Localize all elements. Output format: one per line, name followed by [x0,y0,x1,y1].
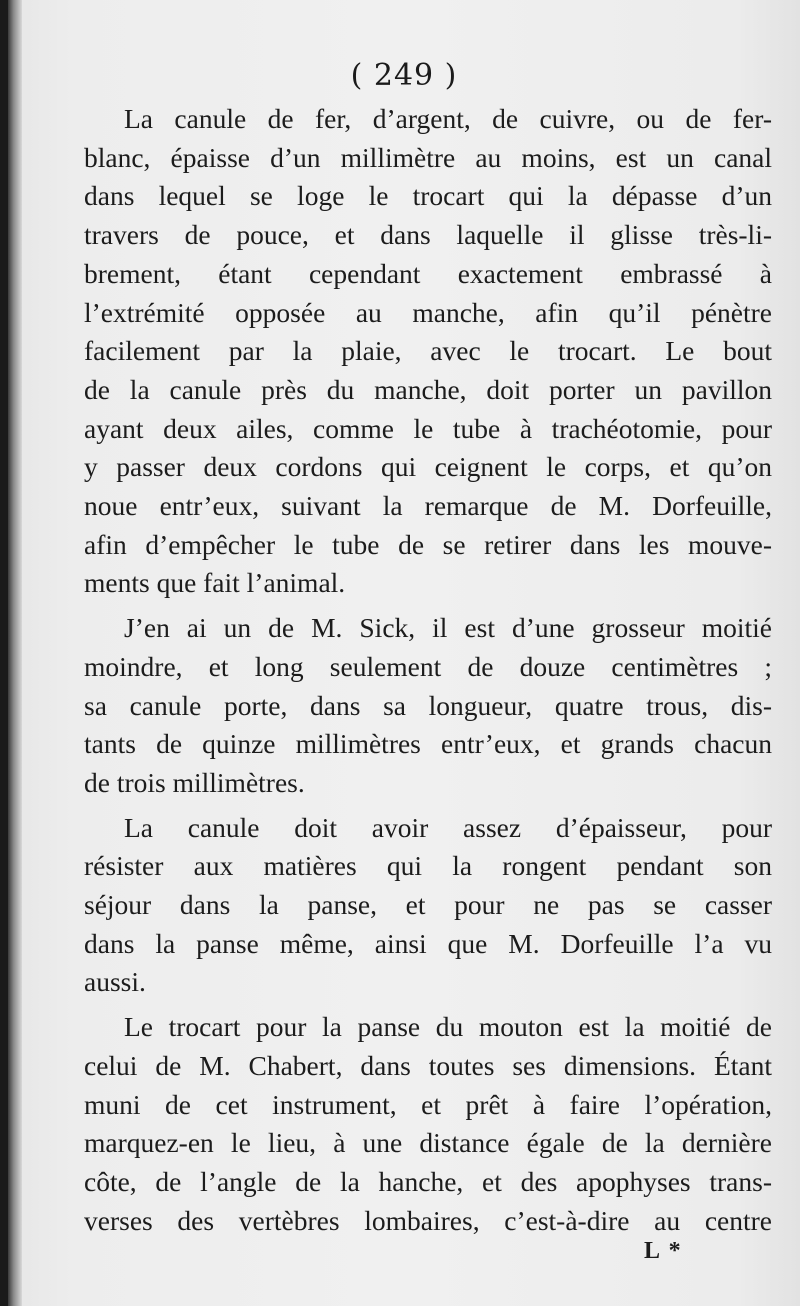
text-line: Le trocart pour la panse du mouton est la moitié de [124,1011,772,1043]
text-line: ayant deux ailes, comme le tube à trachéotomie, pour [84,412,772,444]
text-line: de trois millimètres. [84,766,305,798]
text-line: côte, de l’angle de la hanche, et des apophyses trans- [84,1165,772,1197]
text-line: travers de pouce, et dans laquelle il glisse très-li- [84,219,772,251]
paragraph-2 [84,609,772,803]
text-line: dans lequel se loge le trocart qui la dépasse d’un [84,180,772,212]
paragraph-3 [84,809,772,1003]
text-line: verses des vertèbres lombaires, c’est-à-dire au centre [84,1204,772,1236]
text-line: La canule doit avoir assez d’épaisseur, pour [124,811,772,843]
page-number: ( 249 ) [350,58,458,93]
text-line: muni de cet instrument, et prêt à faire l’opération, [84,1088,772,1120]
printer-signature-mark: L * [644,1238,683,1264]
book-page [8,0,800,1306]
text-line: facilement par la plaie, avec le trocart. Le bout [84,335,772,367]
text-line: aussi. [84,966,146,998]
paragraph-1 [84,100,772,603]
text-line: afin d’empêcher le tube de se retirer dans les mouve- [84,528,772,560]
text-line: blanc, épaisse d’un millimètre au moins, est un canal [84,141,772,173]
text-line: dans la panse même, ainsi que M. Dorfeuille l’a vu [84,927,772,959]
text-line: l’extrémité opposée au manche, afin qu’il pénètre [84,296,772,328]
text-line: résister aux matières qui la rongent pendant son [84,850,772,882]
text-line: de la canule près du manche, doit porter un pavillon [84,373,772,405]
text-line: noue entr’eux, suivant la remarque de M. Dorfeuille, [84,490,772,522]
text-line: marquez-en le lieu, à une distance égale de la dernière [84,1127,772,1159]
text-line: tants de quinze millimètres entr’eux, et grands chacun [84,728,772,760]
text-line: J’en ai un de M. Sick, il est d’une grosseur moitié [124,612,772,644]
text-line: celui de M. Chabert, dans toutes ses dimensions. Étant [84,1049,772,1081]
body-text [84,100,772,1240]
text-line: séjour dans la panse, et pour ne pas se casser [84,889,772,921]
text-line: brement, étant cependant exactement embrassé à [84,257,772,289]
paragraph-4 [84,1008,772,1240]
text-line: moindre, et long seulement de douze centimètres ; [84,650,772,682]
page-gutter-shadow [8,0,22,1306]
text-line: sa canule porte, dans sa longueur, quatre trous, dis- [84,689,772,721]
text-line: ments que fait l’animal. [84,567,346,599]
text-line: La canule de fer, d’argent, de cuivre, ou de fer- [124,103,772,134]
text-line: y passer deux cordons qui ceignent le corps, et qu’on [84,451,772,483]
